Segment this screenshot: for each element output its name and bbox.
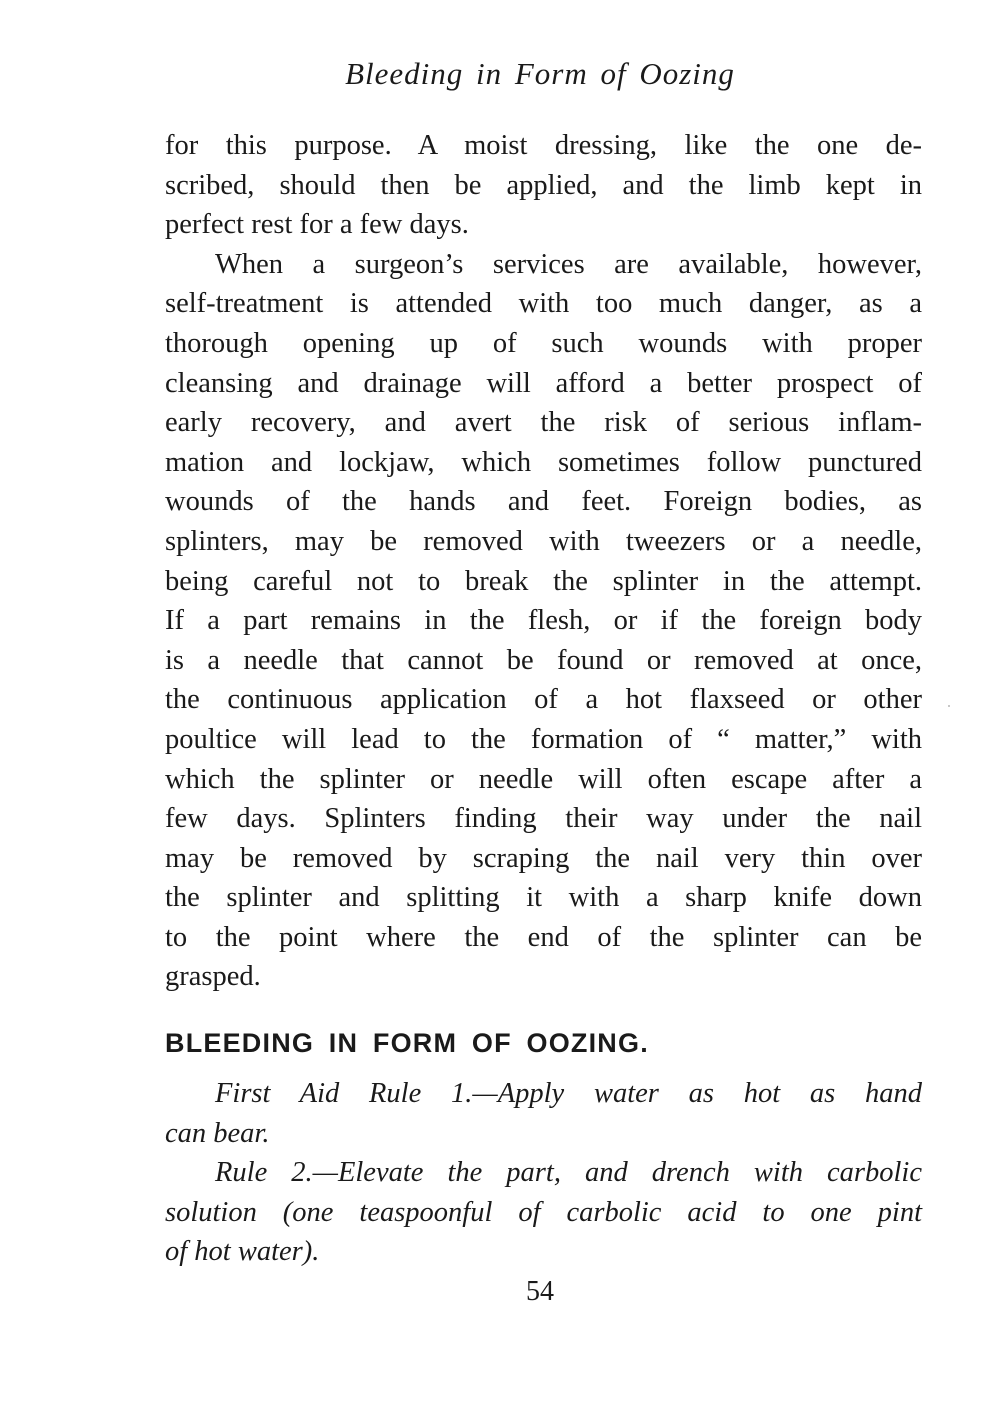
margin-mark (948, 705, 950, 707)
text-line: mation and lockjaw, which sometimes follow punctured (165, 446, 922, 478)
text-line: the splinter and splitting it with a sharp knife down (165, 882, 922, 914)
text-line: is a needle that cannot be found or removed at once, (165, 644, 922, 676)
text-line: few days. Splinters finding their way under the nail (165, 803, 922, 835)
text-line: self-treatment is attended with too much danger, as a (165, 288, 922, 320)
text-line: perfect rest for a few days. (165, 209, 469, 241)
text-line: for this purpose. A moist dressing, like the one de- (165, 130, 922, 161)
text-line: to the point where the end of the splinter can be (165, 921, 922, 953)
rule-line: of hot water). (165, 1236, 320, 1268)
rule-line: Rule 2.—Elevate the part, and drench with carbolic (215, 1157, 922, 1189)
text-line: wounds of the hands and feet. Foreign bodies, as (165, 486, 922, 518)
text-line: thorough opening up of such wounds with proper (165, 327, 922, 359)
running-head: Bleeding in Form of Oozing (345, 56, 735, 91)
text-line: cleansing and drainage will afford a better prospect of (165, 367, 922, 399)
text-line: poultice will lead to the formation of “ matter,” with (165, 723, 922, 755)
text-line: When a surgeon’s services are available, however, (215, 248, 922, 280)
rule-line: First Aid Rule 1.—Apply water as hot as hand (215, 1078, 922, 1109)
first-aid-rules (165, 1074, 922, 1272)
text-line: which the splinter or needle will often escape after a (165, 763, 922, 795)
text-line: grasped. (165, 961, 261, 993)
page-number: 54 (526, 1276, 554, 1307)
section-heading: BLEEDING IN FORM OF OOZING. (165, 1028, 649, 1058)
text-line: may be removed by scraping the nail very thin over (165, 842, 922, 874)
text-line: splinters, may be removed with tweezers or a needle, (165, 525, 922, 557)
text-line: being careful not to break the splinter in the attempt. (165, 565, 922, 597)
text-line: If a part remains in the flesh, or if the foreign body (165, 605, 922, 637)
rule-line: can bear. (165, 1117, 270, 1149)
rule-line: solution (one teaspoonful of carbolic acid to one pint (165, 1196, 922, 1228)
body-text (165, 126, 922, 997)
text-line: early recovery, and avert the risk of serious inflam- (165, 407, 922, 439)
text-line: the continuous application of a hot flaxseed or other (165, 684, 922, 716)
text-line: scribed, should then be applied, and the limb kept in (165, 169, 922, 201)
